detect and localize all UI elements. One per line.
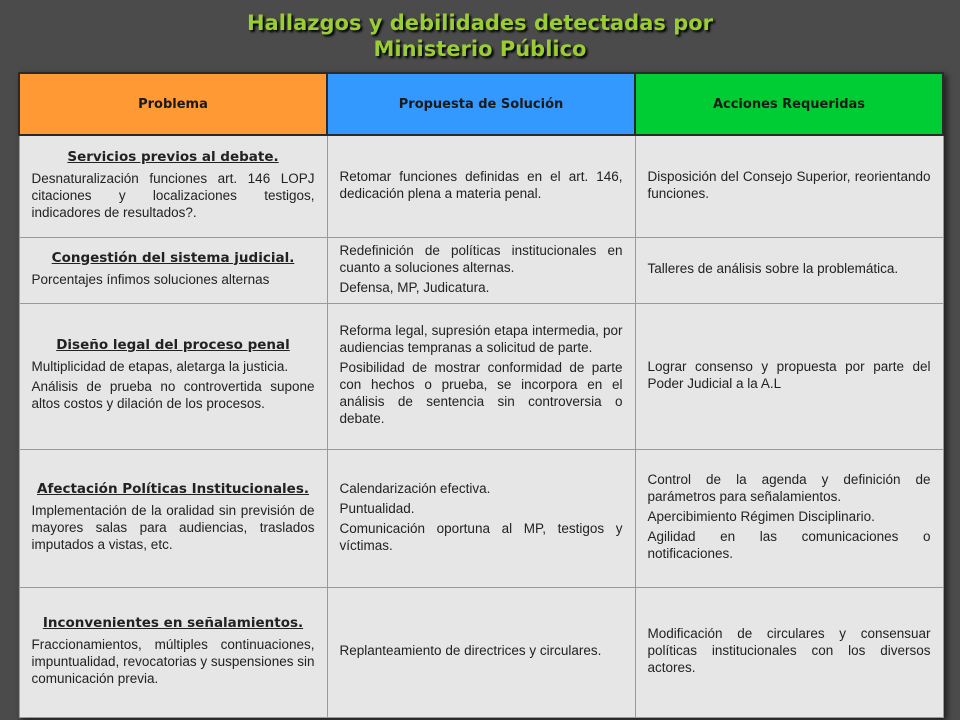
proposal-text: Posibilidad de mostrar conformidad de parte con hechos o prueba, se incorpora en el análisis de sentencia sin controversia o debate. bbox=[339, 360, 623, 426]
actions-cell bbox=[635, 449, 943, 587]
page-title bbox=[0, 10, 960, 62]
actions-cell bbox=[635, 135, 943, 237]
actions-text: Apercibimiento Régimen Disciplinario. bbox=[647, 509, 875, 524]
table-row bbox=[19, 449, 943, 587]
problem-text: Implementación de la oralidad sin previsión de mayores salas para audiencias, traslados imputados a vistas, etc. bbox=[31, 502, 315, 552]
actions-cell bbox=[635, 587, 943, 717]
proposal-text: Comunicación oportuna al MP, testigos y víctimas. bbox=[339, 520, 623, 553]
proposal-text: Defensa, MP, Judicatura. bbox=[339, 279, 490, 295]
actions-text: Modificación de circulares y consensuar políticas institucionales con los diversos actores. bbox=[647, 626, 931, 675]
proposal-text: Retomar funciones definidas en el art. 146, dedicación plena a materia penal. bbox=[339, 168, 623, 201]
table-row bbox=[19, 135, 943, 237]
actions-text: Control de la agenda y definición de parámetros para señalamientos. bbox=[647, 472, 931, 504]
problem-cell bbox=[19, 449, 327, 587]
table-row bbox=[19, 587, 943, 717]
actions-text: Talleres de análisis sobre la problemática. bbox=[647, 261, 899, 276]
proposal-text: Reforma legal, supresión etapa intermedia, por audiencias tempranas a solicitud de parte. bbox=[339, 323, 623, 355]
proposal-cell bbox=[327, 135, 635, 237]
problem-cell bbox=[19, 135, 327, 237]
proposal-text: Redefinición de políticas institucionales en cuanto a soluciones alternas. bbox=[339, 242, 623, 275]
header-problema: Problema bbox=[19, 73, 327, 135]
proposal-cell bbox=[327, 237, 635, 303]
findings-table bbox=[18, 72, 944, 718]
actions-text: Agilidad en las comunicaciones o notificaciones. bbox=[647, 529, 931, 561]
table-row bbox=[19, 237, 943, 303]
problem-text: Análisis de prueba no controvertida supone altos costos y dilación de los procesos. bbox=[31, 379, 315, 411]
header-acciones: Acciones Requeridas bbox=[635, 73, 943, 135]
problem-cell bbox=[19, 587, 327, 717]
actions-text: Lograr consenso y propuesta por parte del Poder Judicial a la A.L bbox=[647, 358, 931, 391]
proposal-text: Puntualidad. bbox=[339, 500, 415, 516]
problem-title: Servicios previos al debate. bbox=[67, 148, 279, 165]
problem-text: Multiplicidad de etapas, aletarga la justicia. bbox=[31, 359, 289, 374]
actions-cell bbox=[635, 237, 943, 303]
actions-cell bbox=[635, 303, 943, 449]
title-line-2: Ministerio Público bbox=[373, 37, 587, 61]
header-row bbox=[19, 73, 943, 135]
problem-text: Desnaturalización funciones art. 146 LOPJ citaciones y localizaciones testigos, indicadores de resultados?. bbox=[31, 170, 315, 220]
problem-cell bbox=[19, 303, 327, 449]
problem-title: Diseño legal del proceso penal bbox=[56, 337, 290, 353]
header-propuesta: Propuesta de Solución bbox=[327, 73, 635, 135]
problem-cell bbox=[19, 237, 327, 303]
problem-title: Congestión del sistema judicial. bbox=[51, 249, 295, 266]
proposal-text: Calendarización efectiva. bbox=[339, 480, 491, 496]
proposal-cell bbox=[327, 303, 635, 449]
actions-text: Disposición del Consejo Superior, reorientando funciones. bbox=[647, 168, 931, 201]
problem-text: Porcentajes ínfimos soluciones alternas bbox=[31, 271, 270, 287]
title-line-1: Hallazgos y debilidades detectadas por bbox=[246, 11, 714, 35]
proposal-text: Replanteamiento de directrices y circulares. bbox=[339, 643, 602, 658]
proposal-cell bbox=[327, 587, 635, 717]
problem-text: Fraccionamientos, múltiples continuaciones, impuntualidad, revocatorias y suspensiones sin comunicación previa. bbox=[31, 636, 315, 686]
problem-title: Inconvenientes en señalamientos. bbox=[42, 614, 304, 631]
table-row bbox=[19, 303, 943, 449]
problem-title: Afectación Políticas Institucionales. bbox=[37, 480, 309, 497]
proposal-cell bbox=[327, 449, 635, 587]
